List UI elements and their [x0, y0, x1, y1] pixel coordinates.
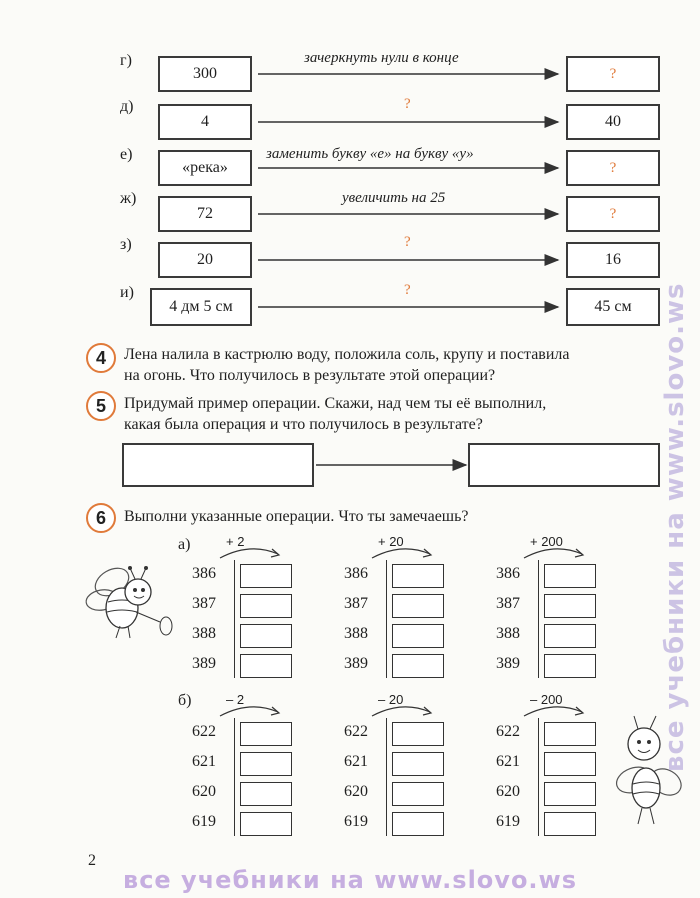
curved-arrow	[216, 542, 286, 562]
task-number-badge: 4	[86, 343, 116, 373]
result-box[interactable]: ?	[566, 150, 660, 186]
row-letter: г)	[120, 52, 132, 69]
input-box: 300	[158, 56, 252, 92]
example-arrow	[314, 455, 470, 475]
arrows	[0, 0, 700, 340]
example-input-box[interactable]	[122, 443, 314, 487]
example-result-box[interactable]	[468, 443, 660, 487]
answer-box[interactable]	[240, 782, 292, 806]
curved-arrow	[368, 542, 438, 562]
task-5-text: Придумай пример операции. Скажи, над чем ты её выполнил, какая была операция и что получилось в результате?	[124, 395, 547, 433]
answer-box[interactable]	[240, 812, 292, 836]
operand-number: 389	[344, 655, 368, 672]
operand-number: 389	[496, 655, 520, 672]
column-divider	[234, 560, 235, 678]
column-divider	[538, 560, 539, 678]
operation-question-mark: ?	[404, 234, 411, 250]
curved-arrow	[520, 542, 590, 562]
result-box: 40	[566, 104, 660, 140]
bee-illustration	[80, 556, 180, 646]
answer-box[interactable]	[544, 752, 596, 776]
answer-box[interactable]	[392, 564, 444, 588]
task-6-text: Выполни указанные операции. Что ты замечаешь?	[124, 508, 469, 525]
operation-label: + 2	[226, 534, 245, 549]
input-box: 20	[158, 242, 252, 278]
operand-number: 621	[344, 753, 368, 770]
answer-box[interactable]	[240, 624, 292, 648]
column-divider	[386, 718, 387, 836]
watermark-side: все учебники на www.slovo.ws	[660, 282, 690, 772]
answer-box[interactable]	[240, 654, 292, 678]
curved-arrow	[520, 700, 590, 720]
operation-label: зачеркнуть нули в конце	[304, 50, 459, 66]
operand-number: 622	[496, 723, 520, 740]
curved-arrow	[216, 700, 286, 720]
task-4-text: Лена налила в кастрюлю воду, положила соль, крупу и поставила на огонь. Что получилось в результате этой операции?	[124, 346, 570, 384]
operand-number: 387	[496, 595, 520, 612]
answer-box[interactable]	[240, 722, 292, 746]
operand-number: 389	[192, 655, 216, 672]
watermark-bottom: все учебники на www.slovo.ws	[123, 866, 577, 894]
curved-arrow	[368, 700, 438, 720]
operand-number: 620	[192, 783, 216, 800]
row-letter: д)	[120, 98, 134, 115]
task-number-badge: 6	[86, 503, 116, 533]
operation-label: – 20	[378, 692, 404, 707]
input-box: 72	[158, 196, 252, 232]
operand-number: 388	[192, 625, 216, 642]
operand-number: 620	[496, 783, 520, 800]
answer-box[interactable]	[240, 594, 292, 618]
operation-question-mark: ?	[404, 282, 411, 298]
operand-number: 622	[344, 723, 368, 740]
row-letter: е)	[120, 146, 133, 163]
row-letter: ж)	[120, 190, 137, 207]
operation-label: заменить букву «е» на букву «у»	[266, 146, 474, 162]
operand-number: 387	[344, 595, 368, 612]
answer-box[interactable]	[544, 722, 596, 746]
input-box: «река»	[158, 150, 252, 186]
answer-box[interactable]	[544, 812, 596, 836]
task-number-badge: 5	[86, 391, 116, 421]
answer-box[interactable]	[392, 624, 444, 648]
operand-number: 621	[192, 753, 216, 770]
page-number: 2	[88, 852, 96, 869]
operand-number: 386	[344, 565, 368, 582]
operation-label: увеличить на 25	[342, 190, 446, 206]
answer-box[interactable]	[392, 594, 444, 618]
operand-number: 388	[344, 625, 368, 642]
result-box[interactable]: ?	[566, 56, 660, 92]
answer-box[interactable]	[544, 594, 596, 618]
answer-box[interactable]	[392, 752, 444, 776]
operand-number: 388	[496, 625, 520, 642]
input-box: 4 дм 5 см	[150, 288, 252, 326]
answer-box[interactable]	[392, 654, 444, 678]
part-b-label: б)	[178, 692, 192, 709]
column-divider	[386, 560, 387, 678]
operation-label: + 20	[378, 534, 404, 549]
operand-number: 621	[496, 753, 520, 770]
result-box: 45 см	[566, 288, 660, 326]
row-letter: з)	[120, 236, 132, 253]
result-box: 16	[566, 242, 660, 278]
column-divider	[538, 718, 539, 836]
answer-box[interactable]	[392, 722, 444, 746]
part-a-label: а)	[178, 536, 191, 553]
input-box: 4	[158, 104, 252, 140]
operand-number: 387	[192, 595, 216, 612]
column-divider	[234, 718, 235, 836]
answer-box[interactable]	[392, 812, 444, 836]
row-letter: и)	[120, 284, 134, 301]
answer-box[interactable]	[544, 624, 596, 648]
answer-box[interactable]	[240, 564, 292, 588]
answer-box[interactable]	[240, 752, 292, 776]
result-box[interactable]: ?	[566, 196, 660, 232]
operation-question-mark: ?	[404, 96, 411, 112]
operand-number: 619	[496, 813, 520, 830]
operand-number: 619	[192, 813, 216, 830]
operation-label: – 200	[530, 692, 563, 707]
operation-label: + 200	[530, 534, 563, 549]
operand-number: 619	[344, 813, 368, 830]
operand-number: 620	[344, 783, 368, 800]
operand-number: 386	[192, 565, 216, 582]
operand-number: 622	[192, 723, 216, 740]
answer-box[interactable]	[544, 564, 596, 588]
answer-box[interactable]	[544, 654, 596, 678]
operation-label: – 2	[226, 692, 245, 707]
answer-box[interactable]	[544, 782, 596, 806]
answer-box[interactable]	[392, 782, 444, 806]
operand-number: 386	[496, 565, 520, 582]
